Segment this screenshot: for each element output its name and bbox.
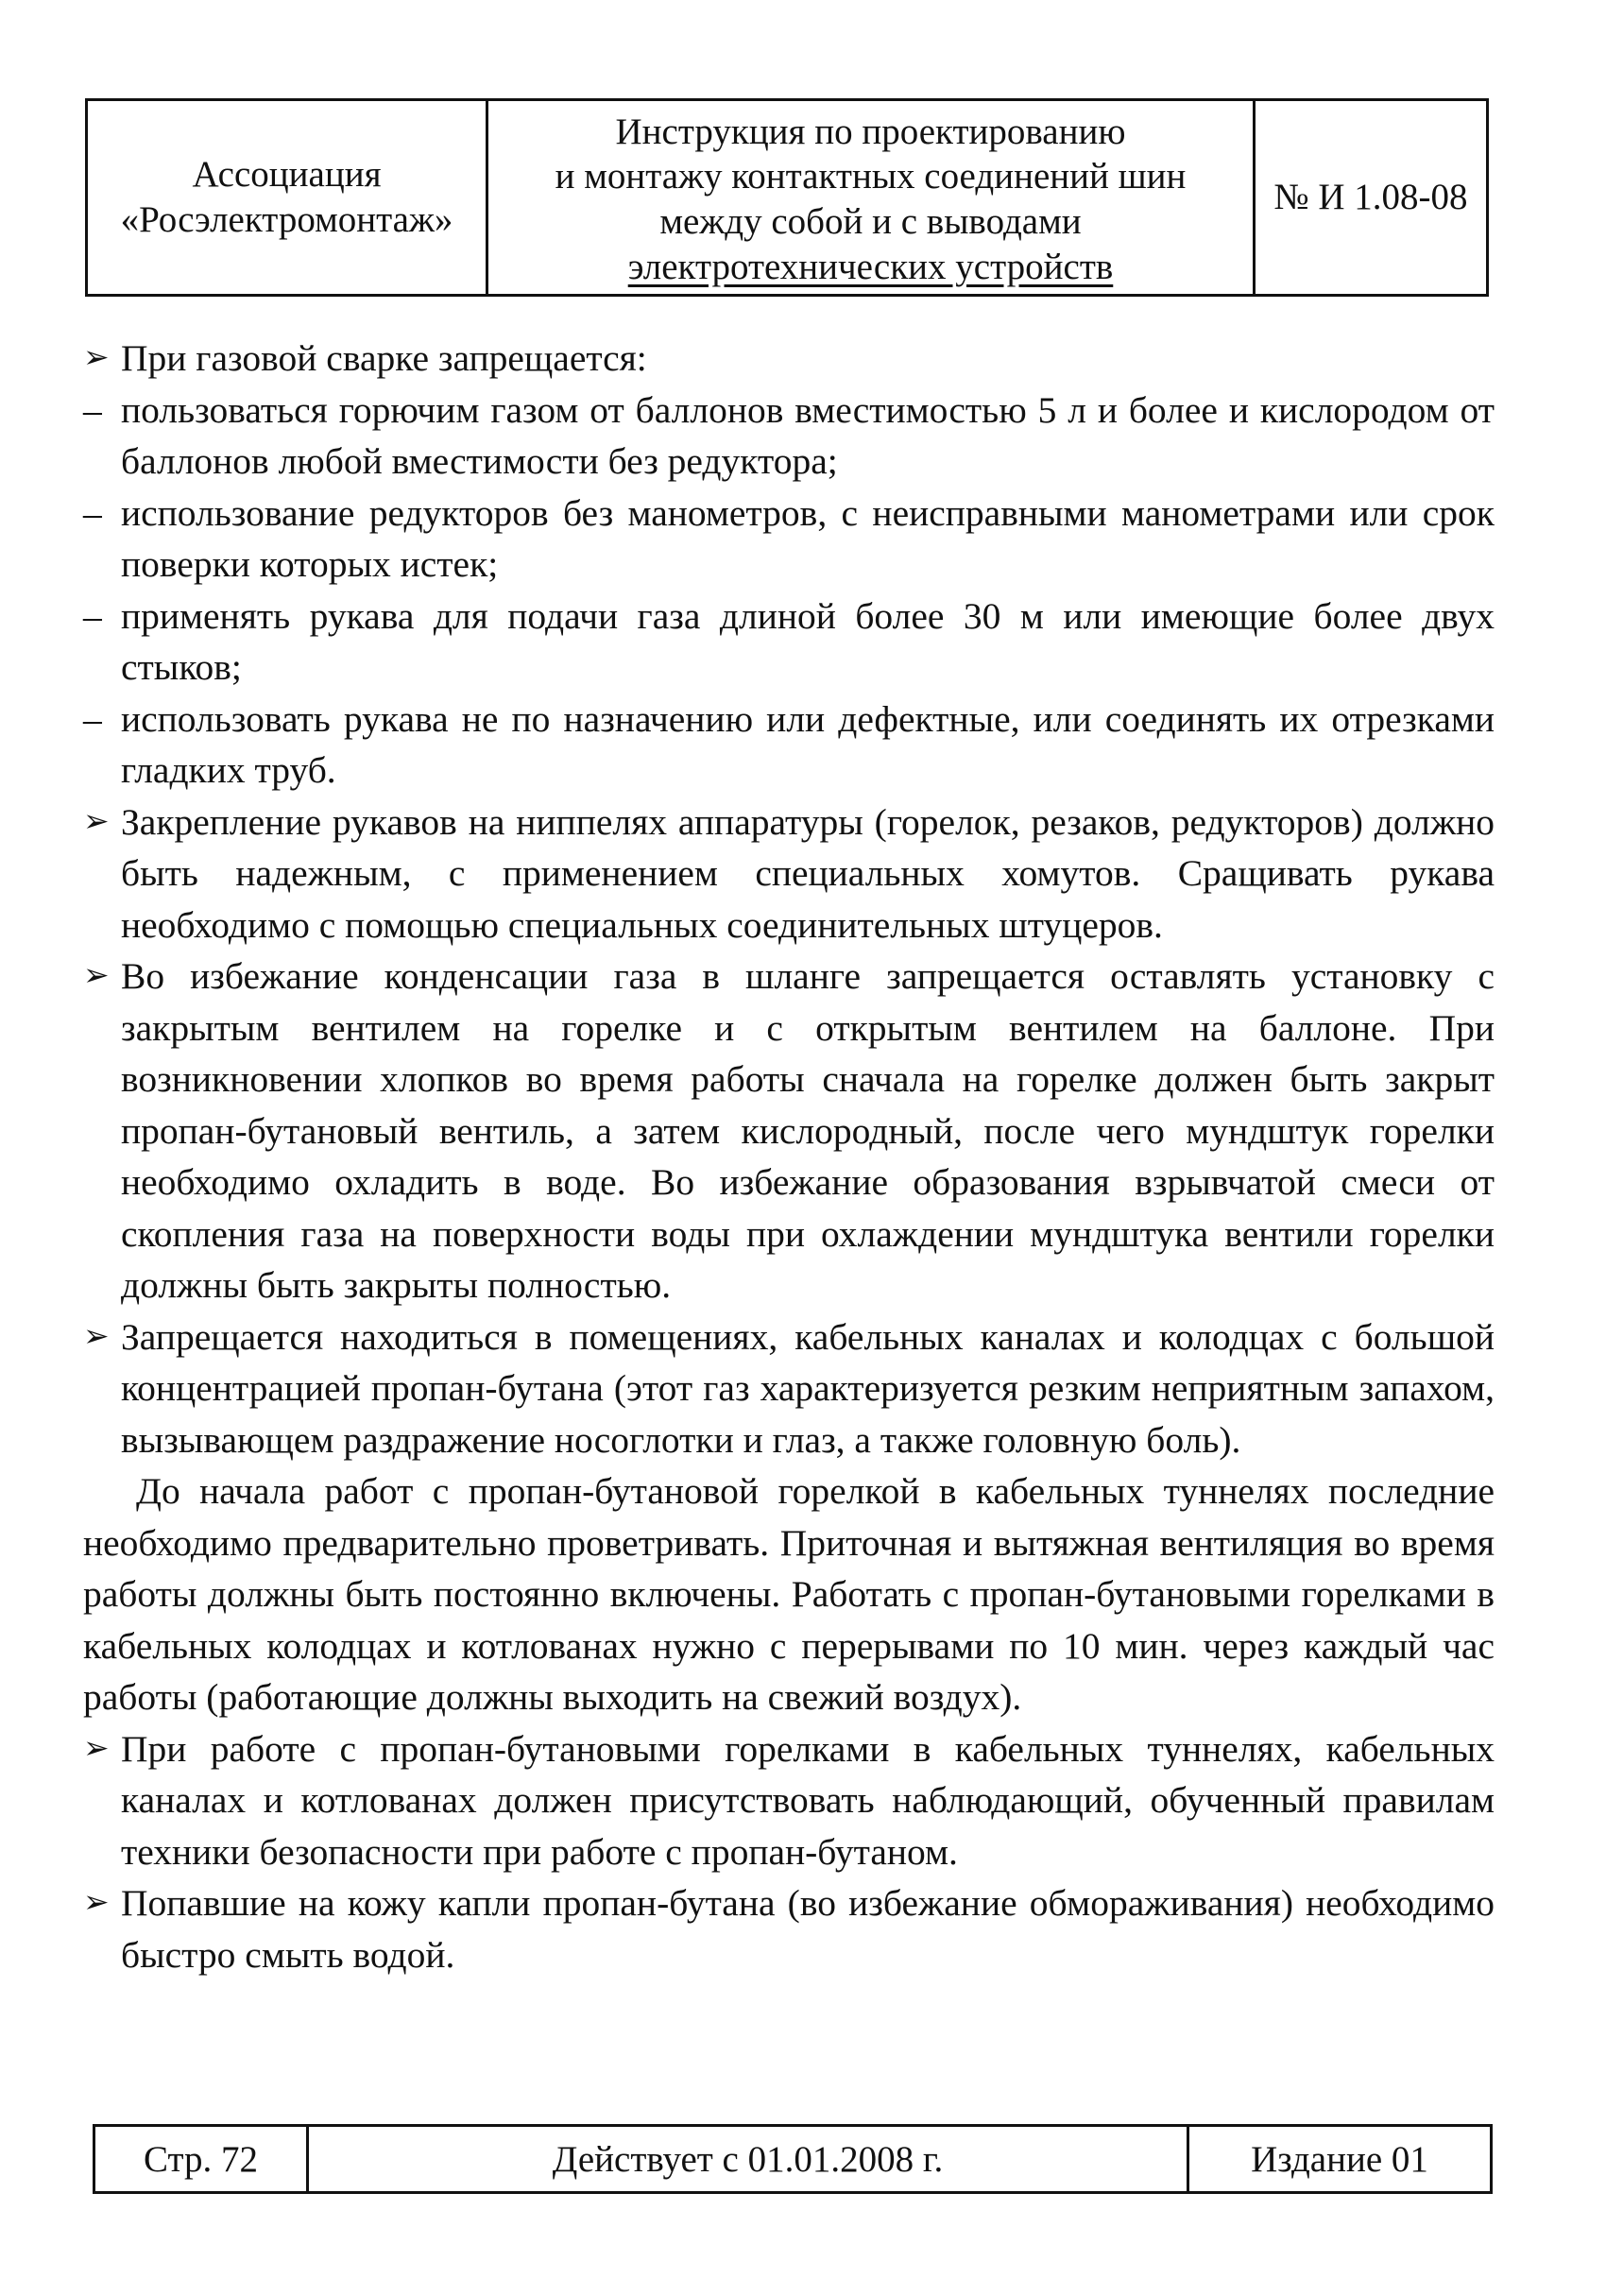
edition: Издание 01 (1251, 2138, 1428, 2180)
body-paragraph: До начала работ с пропан-бутановой горелкой в кабельных туннелях последние необходимо предварительно проветривать. Приточная и вытяжная вентиляция во время работы должны быть постоянно включены. Работать с пропан-бутановыми горелками в кабельных колодцах и котлованах нужно с перерывами по 10 мин. через каждый час работы (работающие должны выходить на свежий воздух). (83, 1470, 1495, 1718)
header-table (85, 98, 1489, 297)
effective-date: Действует с 01.01.2008 г. (552, 2138, 944, 2180)
arrow-bullet-icon: ➢ (83, 1319, 110, 1354)
document-title-line: Инструкция по проектированию (615, 111, 1126, 152)
dash-marker: – (83, 388, 102, 431)
dash-item (83, 591, 1495, 694)
arrow-bullet-icon: ➢ (83, 959, 110, 993)
dash-text: использование редукторов без манометров, с неисправными манометрами или срок поверки которых истек; (121, 491, 1495, 585)
organization-name-quoted: «Росэлектромонтаж» (120, 199, 453, 240)
bullet-item (83, 1877, 1495, 1980)
bullet-item (83, 951, 1495, 1311)
arrow-bullet-icon: ➢ (83, 1731, 110, 1766)
document-title-line: между собой и с выводами (659, 201, 1082, 242)
document-number: № И 1.08-08 (1273, 177, 1468, 218)
dash-item (83, 488, 1495, 591)
document-title-line: и монтажу контактных соединений шин (555, 156, 1187, 197)
dash-text: использовать рукава не по назначению или дефектные, или соединять их отрезками гладких труб. (121, 697, 1495, 791)
page-number-cell (95, 2127, 309, 2191)
dash-text: пользоваться горючим газом от баллонов вместимостью 5 л и более и кислородом от баллонов любой вместимости без редуктора; (121, 388, 1495, 482)
organization-cell (88, 101, 488, 294)
document-body (83, 333, 1495, 1980)
document-title-cell (488, 101, 1256, 294)
arrow-bullet-icon: ➢ (83, 1886, 110, 1920)
bullet-text: Запрещается находиться в помещениях, кабельных каналах и колодцах с большой концентрацией пропан-бутана (этот газ характеризуется резким неприятным запахом, вызывающем раздражение носоглотки и глаз, а также головную боль). (121, 1315, 1495, 1461)
bullet-text: При работе с пропан-бутановыми горелками в кабельных туннелях, кабельных каналах и котлованах должен присутствовать наблюдающий, обученный правилам техники безопасности при работе с пропан-бутаном. (121, 1727, 1495, 1873)
arrow-bullet-icon: ➢ (83, 804, 110, 839)
dash-item (83, 694, 1495, 797)
bullet-item (83, 1723, 1495, 1878)
dash-marker: – (83, 697, 102, 740)
effective-date-cell (309, 2127, 1189, 2191)
dash-marker: – (83, 594, 102, 637)
document-title-line: электротехнических устройств (627, 246, 1114, 287)
bullet-text: При газовой сварке запрещается: (121, 337, 647, 379)
bullet-item (83, 1311, 1495, 1466)
arrow-bullet-icon: ➢ (83, 341, 110, 375)
bullet-item (83, 333, 1495, 385)
document-number-cell (1256, 101, 1486, 294)
bullet-text: Во избежание конденсации газа в шланге запрещается оставлять установку с закрытым вентилем на горелке и с открытым вентилем на баллоне. При возникновении хлопков во время работы сначала на горелке должен быть закрыт пропан-бутановый вентиль, а затем кислородный, после чего мундштук горелки необходимо охладить в воде. Во избежание образования взрывчатой смеси от скопления газа на поверхности воды при охлаждении мундштука вентили горелки должны быть закрыты полностью. (121, 955, 1495, 1306)
organization-name: Ассоциация (192, 154, 382, 196)
dash-text: применять рукава для подачи газа длиной более 30 м или имеющие более двух стыков; (121, 594, 1495, 688)
dash-item (83, 385, 1495, 488)
edition-cell (1189, 2127, 1490, 2191)
page-number: Стр. 72 (143, 2138, 259, 2180)
bullet-item (83, 797, 1495, 951)
footer-table (93, 2124, 1493, 2194)
bullet-text: Попавшие на кожу капли пропан-бутана (во избежание обмораживания) необходимо быстро смыть водой. (121, 1882, 1495, 1976)
bullet-text: Закрепление рукавов на ниппелях аппаратуры (горелок, резаков, редукторов) должно быть надежным, с применением специальных хомутов. Сращивать рукава необходимо с помощью специальных соединительных штуцеров. (121, 800, 1495, 946)
dash-marker: – (83, 491, 102, 534)
